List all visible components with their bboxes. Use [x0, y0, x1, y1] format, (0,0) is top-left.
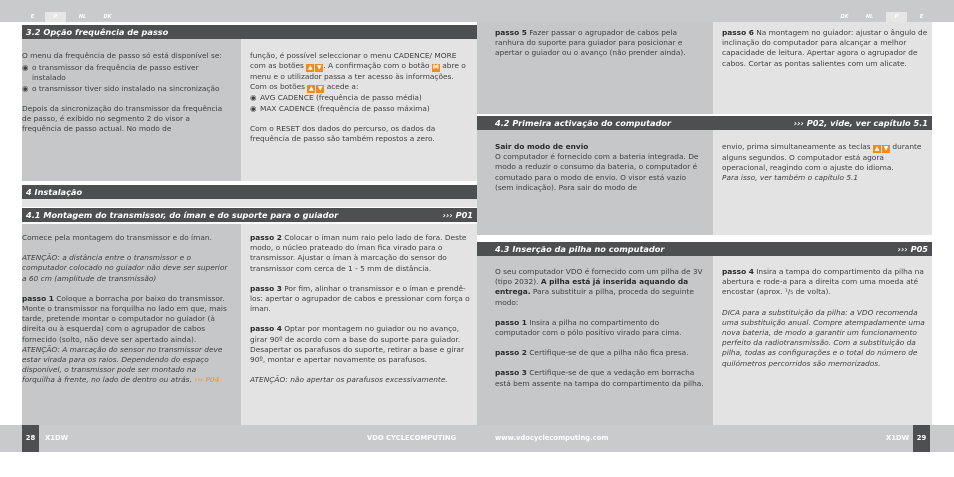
text-4-1-col2 — [250, 233, 472, 395]
down-arrow-button-icon: ▼ — [318, 85, 323, 93]
step-text: Certifique-se de que a vedação em borracha está bem assente na tampa do compartimento da pilha. — [495, 368, 704, 388]
step-text: Fazer passar o agrupador de cabos pela ranhura do suporte para guiador para posicionar e apertar o guiador ou o avanço (não prender ainda). — [495, 28, 686, 58]
figure-reference: ››› P01 — [442, 210, 473, 220]
section-header-4: 4 Instalação — [22, 185, 477, 199]
page-number-left: 28 — [22, 425, 39, 452]
footer-brand: VDO CYCLECOMPUTING — [367, 434, 457, 442]
step-label: passo 1 — [22, 293, 54, 303]
list-item: ◉ AVG CADENCE (frequência de passo média) — [250, 93, 422, 103]
figure-reference: ››› P04 — [194, 375, 220, 385]
bullet-text: o transmissor tiver sido instalado na sincronização — [32, 83, 220, 93]
list-item: ◉ MAX CADENCE (frequência de passo máxima) — [250, 103, 430, 113]
bullet-text: o transmissor da frequência de passo estiver instalado — [32, 63, 199, 83]
step-label: passo 2 — [495, 348, 527, 358]
up-arrow-button-icon: ▲ — [874, 145, 880, 152]
cross-reference: Para isso, ver também o capítulo 5.1 — [722, 173, 859, 183]
up-arrow-button-icon: ▲ — [309, 85, 314, 93]
warning-text: ATENÇÃO: a distância entre o transmissor e o computador colocado no guiador não deve ser superior a 60 cm (amplitude de transmissão) — [22, 253, 228, 283]
text-3-2-col2 — [250, 51, 472, 154]
footer-model-left: X1DW — [45, 434, 69, 442]
down-arrow-button-icon: ▼ — [883, 145, 889, 152]
emphasis-text: A pilha está já inserida aquando da entrega. — [495, 277, 689, 297]
paragraph-fragment: durante alguns segundos. O computador está agora operacional, reagindo com o ajuste do idioma. — [722, 142, 922, 173]
section-header-4-2 — [477, 116, 932, 130]
tip-text: DICA para a substituição da pilha: a VDO recomenda uma substituição anual. Compre atempadamente uma nova bateria, de modo a garantir um funcionamento perfeito da radiotransmissão. Com a substituição da pilha, todas as configurações e o total do número de quilómetros percorridos são memorizados. — [722, 307, 925, 368]
step-label: passo 2 — [250, 233, 282, 242]
paragraph-fragment: . A confirmação com o botão — [323, 61, 430, 71]
lang-tab-nl[interactable]: NL — [865, 14, 874, 20]
down-arrow-button-icon: ▼ — [316, 64, 322, 72]
text-step-5 — [495, 28, 705, 69]
top-bar-right — [477, 0, 954, 22]
paragraph-fragment: acede a: — [326, 82, 359, 92]
paragraph-fragment: abre o menu e o utilizador passa a ter acesso às informações. Com os botões — [250, 61, 466, 92]
lang-tab-dk[interactable]: DK — [840, 14, 849, 20]
bullet-text: MAX CADENCE (frequência de passo máxima) — [260, 103, 430, 113]
lang-tab-e[interactable]: E — [919, 14, 924, 20]
step-text: Por fim, alinhar o transmissor e o íman e prendê-los: apertar o agrupador de cabos e pressionar com força o íman. — [250, 283, 470, 314]
paragraph-fragment: envio, prima simultaneamente as teclas — [722, 142, 871, 151]
step-label: passo 4 — [250, 324, 282, 334]
section-header-4-3 — [477, 242, 932, 256]
step-label: passo 1 — [495, 317, 527, 327]
paragraph: Com o RESET dos dados do percurso, os dados da frequência de passo são também repostos a zero. — [250, 123, 436, 144]
step-text: Coloque a borracha por baixo do transmissor. Monte o transmissor na forquilha no lado em que, mais tarde, pretende montar o computador no guiador (à direita ou à esquerda) com o agrupador de cabos fornecido (solto, não deve ser apertado ainda). — [22, 293, 227, 344]
paragraph: O computador é fornecido com a bateria integrada. De modo a reduzir o consumo da bateria, o computador é comutado para o modo de envio. O visor está vazio (sem indicação). Para sair do modo de — [495, 152, 699, 192]
text-step-6 — [722, 28, 928, 79]
text-3-2-col1 — [22, 51, 230, 144]
text-4-2-col1 — [495, 142, 705, 203]
text-4-2-col2 — [722, 142, 928, 194]
up-arrow-button-icon: ▲ — [307, 64, 313, 72]
step-text: Insira a pilha no compartimento do computador com o pólo positivo virado para cima. — [495, 317, 682, 338]
bullet-text: AVG CADENCE (frequência de passo média) — [260, 93, 422, 103]
figure-reference: ››› P02, vide, ver capítulo 5.1 — [793, 118, 928, 128]
step-label: passo 3 — [495, 368, 527, 378]
lang-tab-p-active[interactable]: P — [45, 12, 66, 22]
paragraph: Comece pela montagem do transmissor e do íman. — [22, 233, 212, 242]
paragraph-fragment: O seu computador VDO é fornecido com um pilha de 3V (tipo 2032). — [495, 267, 703, 287]
mode-button-icon: M — [432, 64, 439, 72]
section-header-4-1 — [22, 208, 477, 222]
step-label: passo 4 — [722, 267, 754, 276]
section-title: 4.3 Inserção da pilha no computador — [495, 244, 665, 254]
step-text: Colocar o íman num raio pelo lado de fora. Deste modo, o núcleo prateado do íman fica virado para o transmissor. Ajustar o íman à marcação do sensor do transmissor com cerca de 1 - 5 mm de distância. — [250, 233, 467, 273]
step-text: Na montagem no guiador: ajustar o ângulo de inclinação do computador para alcançar a melhor capacidade de leitura. Apertar agora o agrupador de cabos. Cortar as pontas salientes com um alicate. — [722, 28, 928, 68]
list-item: ◉ o transmissor da frequência de passo estiver instalado — [22, 63, 230, 83]
step-text: Optar por montagem no guiador ou no avanço, girar 90º de acordo com a base do suporte para guiador. Desapertar os parafusos do suporte, retirar a base e girar 90º, montar e apertar novamente os parafusos. — [250, 324, 464, 365]
subheading: Sair do modo de envio — [495, 142, 589, 151]
lang-tab-nl[interactable]: NL — [78, 14, 87, 20]
page-number-right: 29 — [913, 425, 930, 452]
figure-reference: ››› P05 — [897, 244, 928, 254]
step-label: passo 5 — [495, 28, 527, 37]
text-4-3-col2 — [722, 267, 928, 379]
text-4-1-col1 — [22, 233, 230, 396]
step-text: Certifique-se de que a pilha não fica presa. — [529, 348, 689, 358]
lang-tab-p-active[interactable]: P — [886, 12, 907, 22]
paragraph-fragment: função, é possível seleccionar o menu CADENCE/ MORE com as botões — [250, 51, 457, 71]
paragraph: Depois da sincronização do transmissor da frequência de passo, é exibido no segmento 2 do visor a frequência de passo actual. No modo de — [22, 103, 223, 134]
step-label: passo 3 — [250, 283, 282, 293]
footer-model-right: X1DW — [886, 434, 910, 442]
paragraph-fragment: Para substituir a pilha, proceda do seguinte modo: — [495, 287, 694, 307]
footer-url[interactable]: www.vdocyclecomputing.com — [495, 434, 609, 442]
spacer-panel — [22, 199, 477, 207]
list-item: ◉ o transmissor tiver sido instalado na sincronização — [22, 83, 220, 93]
warning-text: ATENÇÃO: não apertar os parafusos excessivamente. — [250, 375, 448, 385]
section-title: 4.2 Primeira activação do computador — [495, 118, 672, 128]
step-label: passo 6 — [722, 28, 754, 37]
paragraph: O menu da frequência de passo só está disponível se: — [22, 51, 222, 60]
lang-tab-e[interactable]: E — [30, 14, 35, 20]
text-4-3-col1 — [495, 267, 705, 399]
lang-tab-dk[interactable]: DK — [103, 14, 112, 20]
section-title: 4.1 Montagem do transmissor, do íman e do suporte para o guiador — [26, 210, 339, 220]
section-header-3-2: 3.2 Opção frequência de passo — [22, 25, 477, 39]
step-text: Insira a tampa do compartimento da pilha na abertura e rode-a para a direita com uma moeda até encostar (aprox. ¹/₅ de volta). — [722, 267, 924, 297]
warning-text: ATENÇÃO: A marcação do sensor no transmissor deve estar virada para os raios. Dependendo do espaço disponível, o transmissor pode ser montado na forquilha à frente, no lado de dentro ou atrás. — [22, 344, 223, 385]
